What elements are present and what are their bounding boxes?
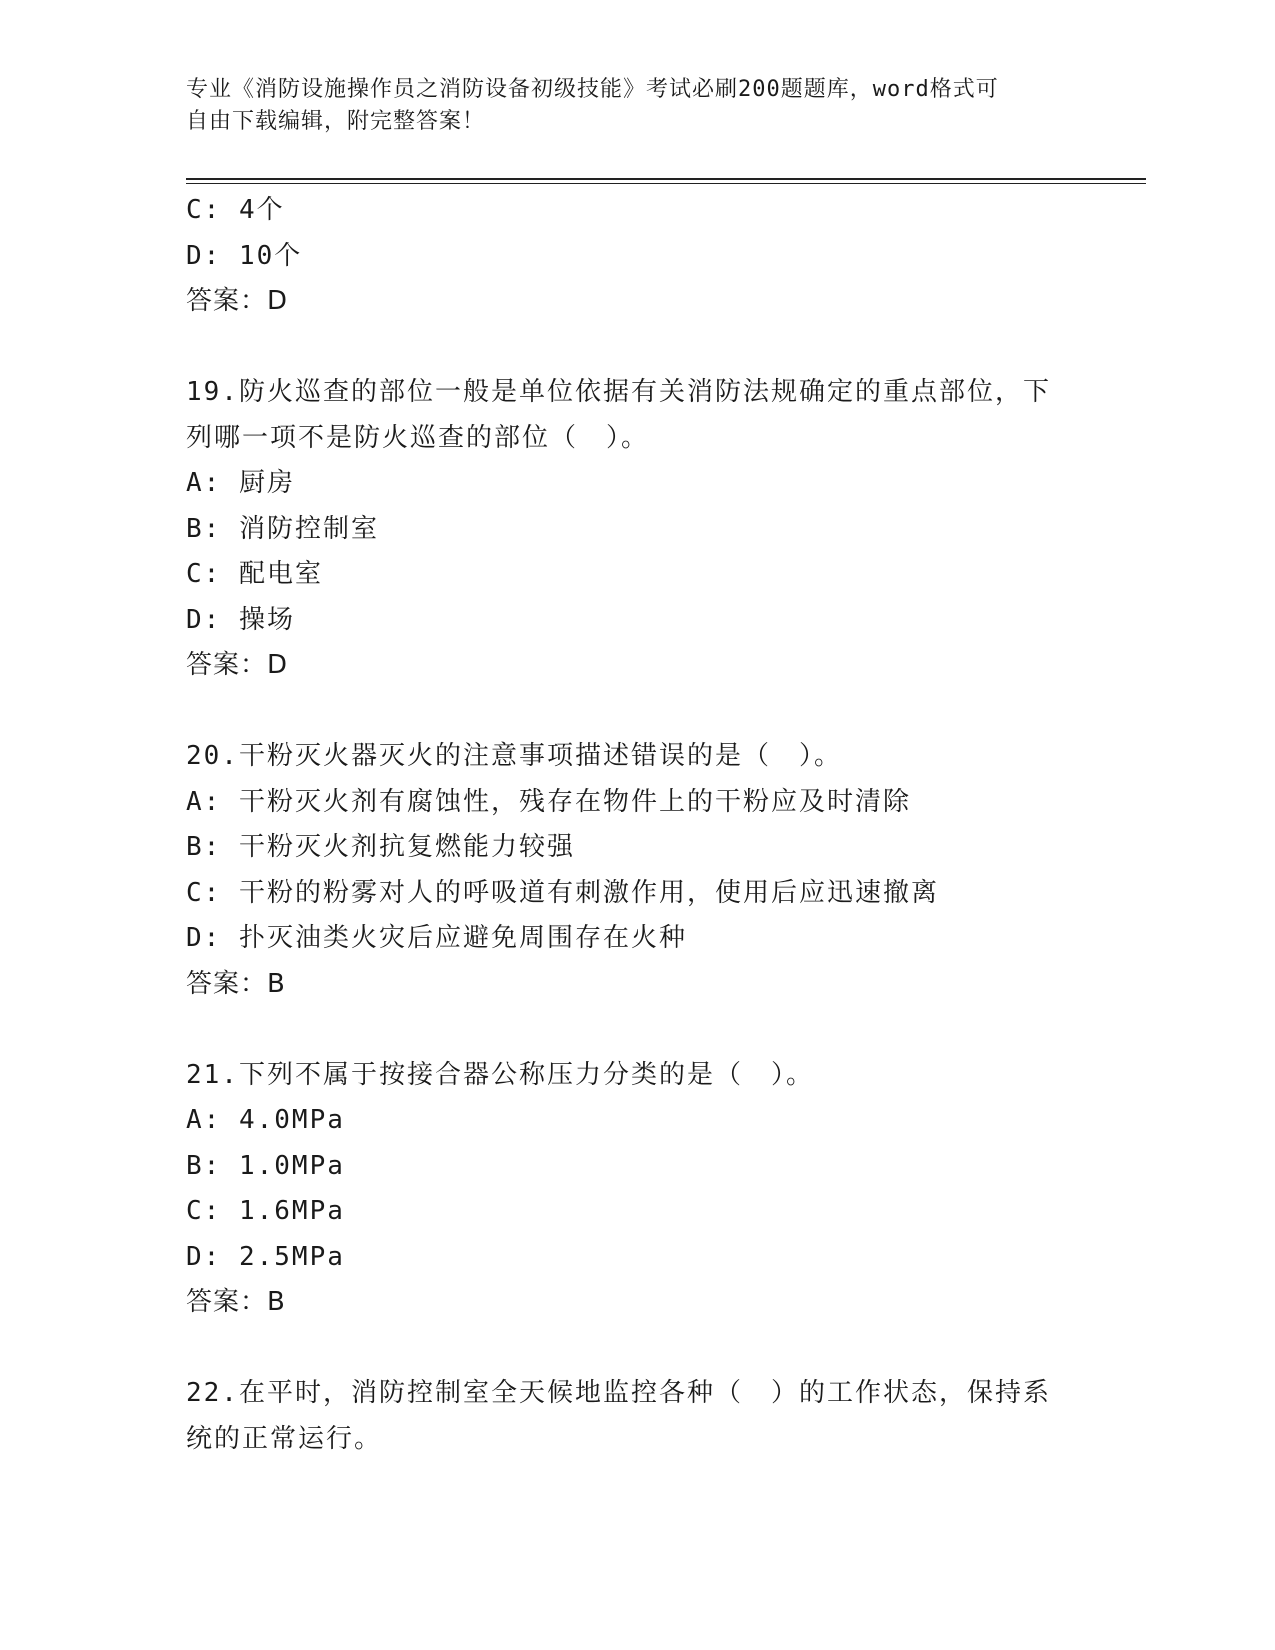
question-21 [186, 1053, 1086, 1326]
spacer [186, 689, 1086, 735]
answer-line: 答案：B [186, 968, 286, 999]
option-d: D: 10个 [186, 240, 303, 271]
option-d: D: 扑灭油类火灾后应避免周围存在火种 [186, 923, 687, 953]
spacer [186, 325, 1086, 371]
question-20 [186, 734, 1086, 1007]
question-stem-line-1: 19.防火巡查的部位一般是单位依据有关消防法规确定的重点部位，下 [186, 377, 1051, 407]
question-list [186, 188, 1086, 1462]
spacer [186, 1326, 1086, 1372]
option-c: C: 配电室 [186, 559, 323, 589]
option-a: A: 4.0MPa [186, 1105, 345, 1135]
header-title-line-1: 专业《消防设施操作员之消防设备初级技能》考试必刷200题题库，word格式可 [186, 77, 999, 102]
option-c: C: 1.6MPa [186, 1196, 345, 1226]
spacer [186, 1007, 1086, 1053]
header-divider-thick [186, 178, 1146, 180]
option-a: A: 干粉灭火剂有腐蚀性，残存在物件上的干粉应及时清除 [186, 786, 911, 817]
document-header [186, 74, 1066, 138]
option-b: B: 干粉灭火剂抗复燃能力较强 [186, 832, 575, 862]
option-d: D: 操场 [186, 604, 295, 635]
option-b: B: 消防控制室 [186, 513, 379, 544]
question-stem-line-2: 列哪一项不是防火巡查的部位（ ）。 [186, 422, 650, 453]
option-b: B: 1.0MPa [186, 1150, 345, 1181]
header-title-line-2: 自由下载编辑，附完整答案！ [186, 109, 486, 134]
option-c: C: 干粉的粉雾对人的呼吸道有刺激作用，使用后应迅速撤离 [186, 877, 939, 908]
question-stem-line-1: 21.下列不属于按接合器公称压力分类的是（ ）。 [186, 1059, 814, 1090]
answer-line: 答案：B [186, 1287, 286, 1317]
question-22 [186, 1371, 1086, 1462]
question-stem-line-1: 20.干粉灭火器灭火的注意事项描述错误的是（ ）。 [186, 741, 842, 771]
answer-line: 答案：D [186, 286, 289, 316]
question-19 [186, 370, 1086, 689]
option-d: D: 2.5MPa [186, 1241, 345, 1272]
question-18-tail [186, 188, 1086, 325]
question-stem-line-2: 统的正常运行。 [186, 1423, 383, 1454]
option-c: C: 4个 [186, 195, 285, 225]
question-stem-line-1: 22.在平时，消防控制室全天候地监控各种（ ）的工作状态，保持系 [186, 1378, 1051, 1408]
header-divider-thin [186, 183, 1146, 184]
answer-line: 答案：D [186, 650, 289, 680]
option-a: A: 厨房 [186, 468, 295, 498]
